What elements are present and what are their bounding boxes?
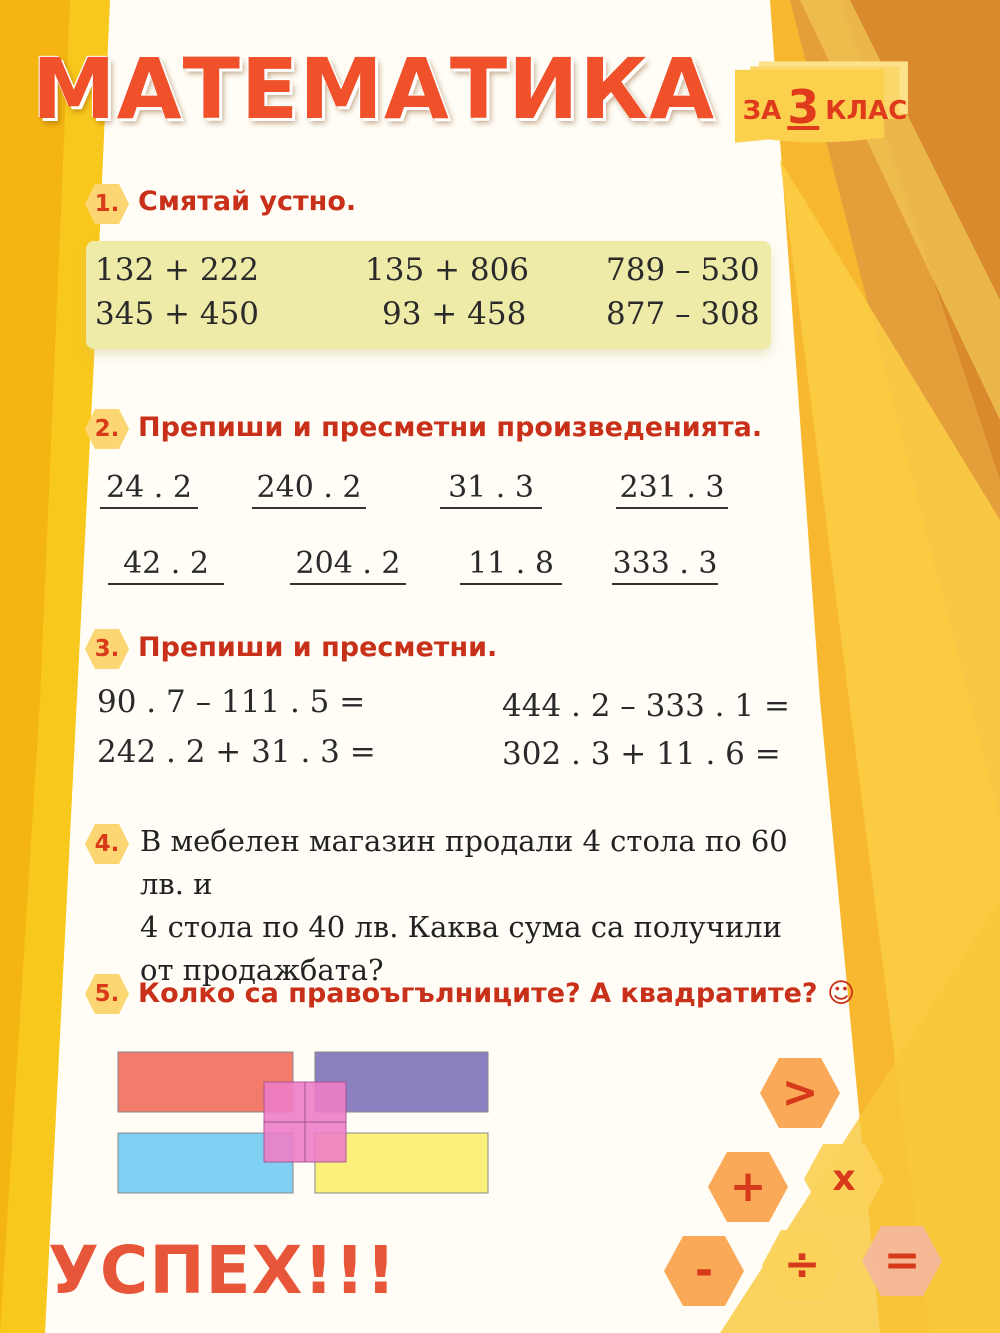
task-3-heading: Препиши и пресметни. xyxy=(138,632,498,663)
expression: 132 + 222 xyxy=(95,252,260,288)
problem-line: 4 стола по 40 лв. Каква сума са получили xyxy=(140,910,782,944)
product: 240 . 2 xyxy=(252,470,366,509)
expression: 242 . 2 + 31 . 3 = xyxy=(97,734,376,770)
task-4-problem xyxy=(140,820,820,992)
divide-icon: ÷ xyxy=(760,1228,844,1302)
product: 231 . 3 xyxy=(616,470,728,509)
expression: 877 – 308 xyxy=(606,296,760,332)
task-number-badge: 4. xyxy=(84,823,130,865)
product: 24 . 2 xyxy=(100,470,198,509)
expression: 444 . 2 – 333 . 1 = xyxy=(502,688,790,724)
grade-label xyxy=(733,80,917,134)
grade-number: 3 xyxy=(787,80,820,134)
grade-prefix: ЗА xyxy=(742,96,782,126)
expression: 302 . 3 + 11 . 6 = xyxy=(502,736,781,772)
product: 42 . 2 xyxy=(108,546,224,585)
task-1-heading: Смятай устно. xyxy=(138,186,357,217)
page-title: МАТЕМАТИКА xyxy=(32,40,716,138)
grade-suffix: КЛАС xyxy=(825,96,908,126)
product: 333 . 3 xyxy=(612,546,718,585)
product: 11 . 8 xyxy=(460,546,562,585)
multiply-icon: x xyxy=(802,1142,886,1216)
expression: 90 . 7 – 111 . 5 = xyxy=(97,684,366,720)
rectangles-figure xyxy=(110,1045,500,1205)
success-text: УСПЕХ!!! xyxy=(48,1232,397,1309)
problem-line: В мебелен магазин продали 4 стола по 60 лв. и xyxy=(140,824,788,901)
expression: 93 + 458 xyxy=(382,296,527,332)
problem-line: от продажбата? xyxy=(140,953,384,987)
task-number-badge: 1. xyxy=(84,183,130,225)
expression: 789 – 530 xyxy=(606,252,760,288)
greater-than-icon: > xyxy=(758,1056,842,1130)
task-5-heading: Колко са правоъгълниците? А квадратите? ☺ xyxy=(138,978,856,1009)
product: 31 . 3 xyxy=(440,470,542,509)
expression: 135 + 806 xyxy=(365,252,530,288)
expression: 345 + 450 xyxy=(95,296,260,332)
task-number-badge: 5. xyxy=(84,973,130,1015)
plus-icon: + xyxy=(706,1150,790,1224)
task-number-badge: 2. xyxy=(84,408,130,450)
task-2-heading: Препиши и пресметни произведенията. xyxy=(138,412,763,443)
task-number-badge: 3. xyxy=(84,628,130,670)
equals-icon: = xyxy=(860,1224,944,1298)
minus-icon: - xyxy=(662,1234,746,1308)
product: 204 . 2 xyxy=(290,546,406,585)
